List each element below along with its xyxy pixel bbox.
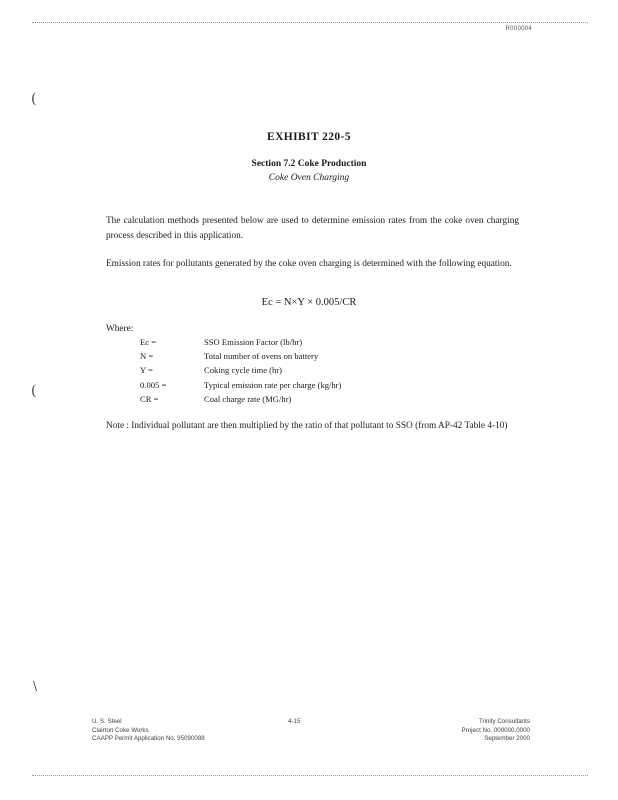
bottom-scan-border <box>32 775 588 776</box>
binder-hole-mark: \ <box>33 679 38 693</box>
definition-symbol: N = <box>140 351 154 362</box>
definition-row <box>140 365 341 379</box>
definition-text: Typical emission rate per charge (kg/hr) <box>204 379 342 390</box>
top-scan-border <box>32 22 588 23</box>
definition-row <box>140 394 341 408</box>
footer-consultant: Trinity Consultants <box>478 718 530 725</box>
footer-application: CAAPP Permit Application No. 95090088 <box>92 735 205 742</box>
definition-row <box>140 337 341 351</box>
binder-hole-mark: ( <box>31 383 37 399</box>
definitions-list <box>140 337 341 408</box>
footer-page-number: 4-15 <box>288 718 301 725</box>
definition-text: Coking cycle time (hr) <box>204 365 283 376</box>
footer-right <box>462 718 530 744</box>
footer-company: U. S. Steel <box>92 718 122 725</box>
definition-text: SSO Emission Factor (lb/hr) <box>204 337 303 347</box>
method-paragraph: Emission rates for pollutants generated by the coke oven charging is determined with the following equation. <box>106 259 512 269</box>
definition-symbol: 0.005 = <box>140 379 167 390</box>
footer-project-number: Project No. 000000.0000 <box>461 726 530 734</box>
footer-left <box>92 718 205 744</box>
definition-text: Total number of ovens on battery <box>204 351 319 362</box>
page-id: R000004 <box>505 26 532 32</box>
definition-symbol: Y = <box>140 365 153 376</box>
definition-row <box>140 351 341 365</box>
subsection-title: Coke Oven Charging <box>268 173 350 183</box>
binder-hole-mark: ( <box>31 91 37 107</box>
definition-symbol: CR = <box>140 393 159 404</box>
exhibit-title: EXHIBIT 220-5 <box>267 131 351 143</box>
note-paragraph: Note : Individual pollutant are then multiplied by the ratio of that pollutant to SSO (from AP-42 Table 4-10) <box>106 421 508 431</box>
intro-paragraph: The calculation methods presented below are used to determine emission rates from the coke oven charging process described in this application. <box>106 216 519 241</box>
footer-date: September 2000 <box>484 735 530 742</box>
definition-row <box>140 380 341 394</box>
section-title: Section 7.2 Coke Production <box>251 159 367 169</box>
definition-symbol: Ec = <box>140 337 157 347</box>
where-label: Where: <box>106 324 134 334</box>
footer-facility: Clairton Coke Works <box>92 726 149 734</box>
definition-text: Coal charge rate (MG/hr) <box>204 393 292 404</box>
emission-equation: Ec = N×Y × 0.005/CR <box>261 297 357 308</box>
